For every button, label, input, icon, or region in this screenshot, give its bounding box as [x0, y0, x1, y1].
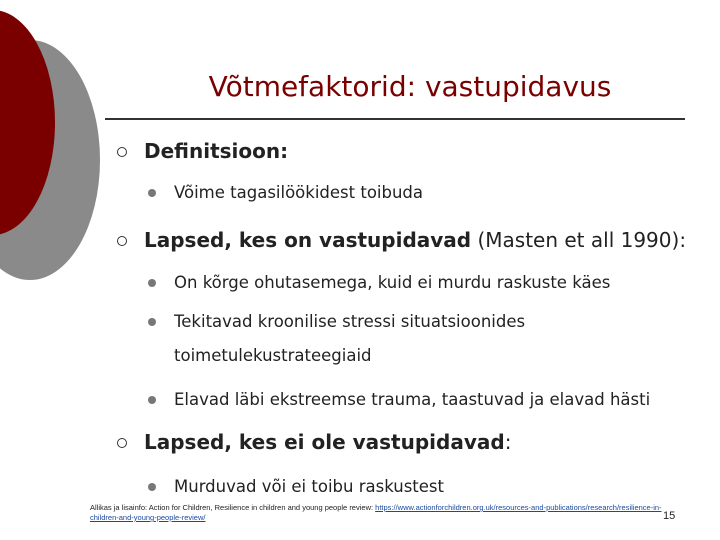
- item-definition: [144, 139, 288, 163]
- sub-item: On kõrge ohutasemega, kuid ei murdu raskuste käes: [174, 273, 611, 292]
- sub-item: Tekitavad kroonilise stressi situatsioonides: [174, 312, 526, 331]
- item-resilient: [144, 228, 686, 252]
- sub-item-continuation: toimetulekustrateegiaid: [174, 346, 372, 365]
- bullet-ring-icon: [117, 438, 127, 448]
- footnote-prefix: Allikas ja lisainfo: Action for Children, Resilience in children and young people review:: [90, 503, 376, 512]
- page-number: 15: [663, 510, 676, 522]
- bullet-ring-icon: [117, 236, 127, 246]
- title-divider: [105, 118, 685, 120]
- bullet-dot-icon: [148, 483, 156, 491]
- sub-item: Murduvad või ei toibu raskustest: [174, 477, 444, 496]
- source-link[interactable]: https://www.actionforchildren.org.uk/resources-and-publications/research/resilience-in-children-and-young-people-review/: [90, 503, 662, 522]
- item-rest: (Masten et all 1990):: [471, 228, 687, 252]
- source-footnote: [90, 503, 670, 523]
- item-rest: :: [504, 430, 512, 454]
- bullet-dot-icon: [148, 279, 156, 287]
- item-bold: Lapsed, kes ei ole vastupidavad: [144, 430, 505, 454]
- bullet-dot-icon: [148, 318, 156, 326]
- sub-item: Elavad läbi ekstreemse trauma, taastuvad ja elavad hästi: [174, 390, 651, 409]
- item-bold: Lapsed, kes on vastupidavad: [144, 228, 472, 252]
- item-bold: Definitsioon:: [144, 139, 289, 163]
- sub-item: Võime tagasilöökidest toibuda: [174, 183, 424, 202]
- item-not-resilient: [144, 430, 511, 454]
- bullet-dot-icon: [148, 189, 156, 197]
- slide-title: Võtmefaktorid: vastupidavus: [208, 70, 612, 103]
- bullet-ring-icon: [117, 147, 127, 157]
- bullet-dot-icon: [148, 396, 156, 404]
